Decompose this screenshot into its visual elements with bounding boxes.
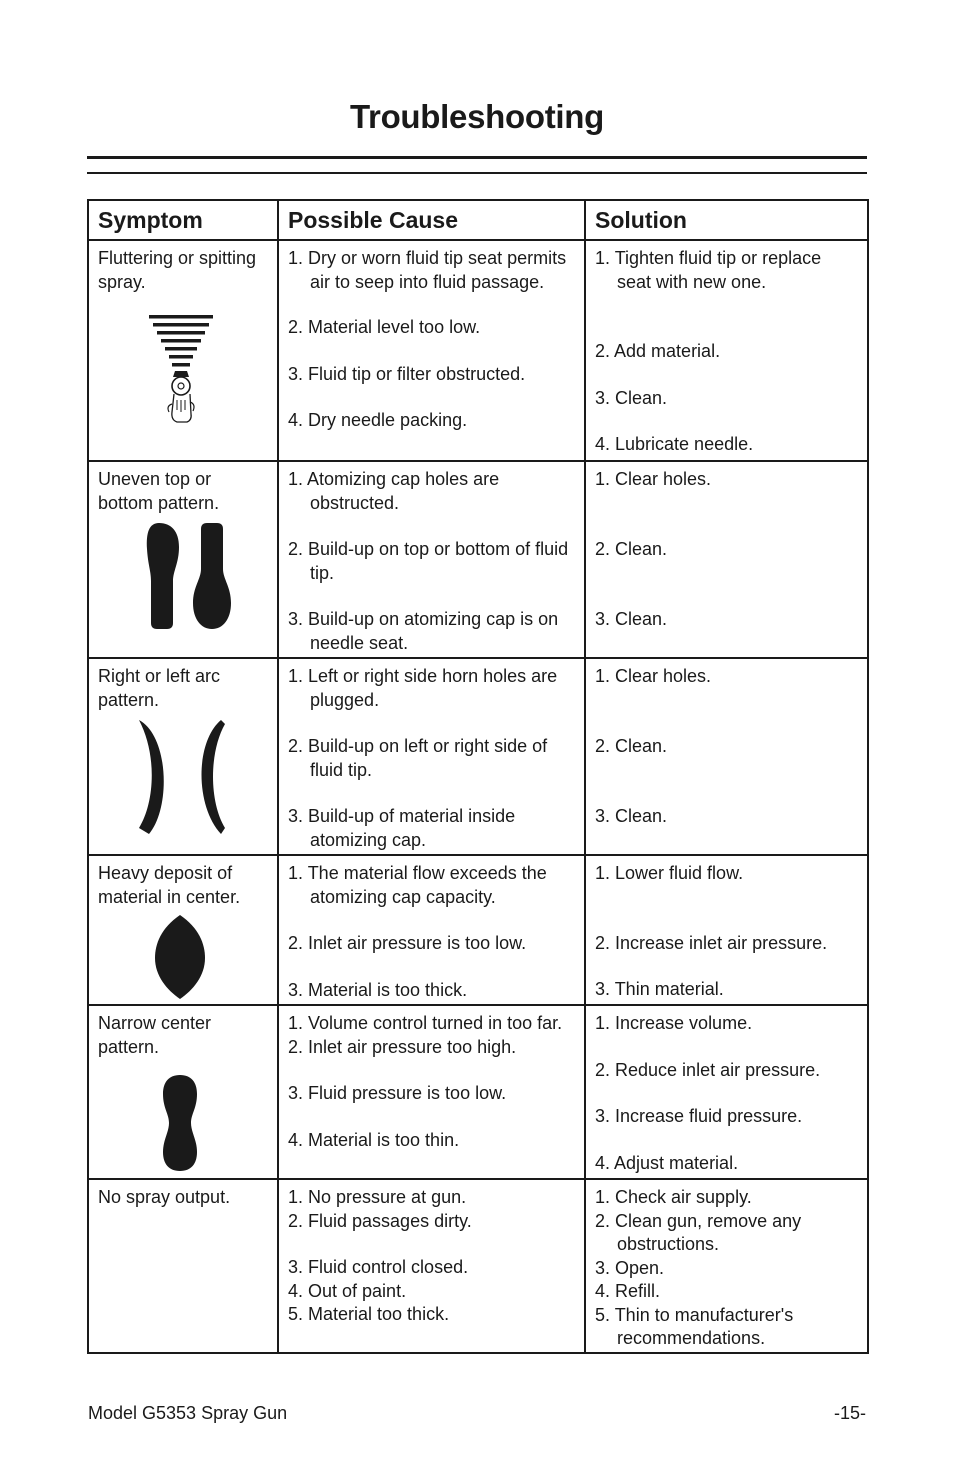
symptom-text: Narrow center pattern. — [98, 1013, 212, 1057]
solution-item: 1. Check air supply. — [595, 1187, 752, 1207]
solution-item: 3. Increase fluid pressure. — [595, 1106, 803, 1126]
symptom-text: Heavy deposit of material in center. — [98, 863, 241, 907]
narrow-center-pattern-icon — [161, 1074, 199, 1172]
solution-item: 1. Clear holes. — [595, 469, 712, 489]
solution-item: 1. Lower fluid flow. — [595, 863, 744, 883]
solution-item: 5. Thin to manufacturer's recommendations. — [595, 1304, 794, 1348]
solution-item: 3. Clean. — [595, 609, 668, 629]
cause-item: 3. Build-up on atomizing cap is on needle seat. — [288, 609, 559, 653]
cause-item: 3. Fluid control closed. — [288, 1257, 469, 1277]
arc-pattern-icon — [137, 718, 227, 836]
cause-item: 3. Material is too thick. — [288, 979, 468, 1000]
symptom-text: Right or left arc pattern. — [98, 666, 221, 710]
solution-item: 4. Adjust material. — [595, 1152, 739, 1173]
solution-item: 2. Increase inlet air pressure. — [595, 932, 828, 953]
header-solution: Solution — [585, 200, 868, 240]
solution-item: 3. Thin material. — [595, 979, 724, 999]
cause-item: 1. Volume control turned in too far. — [288, 1013, 563, 1033]
heavy-center-pattern-icon — [153, 914, 207, 1000]
symptom-cell — [88, 240, 278, 461]
solution-item: 2. Clean. — [595, 538, 668, 559]
symptom-cell — [88, 461, 278, 658]
troubleshooting-table — [87, 199, 869, 1354]
cause-item: 3. Fluid tip or filter obstructed. — [288, 363, 526, 384]
cause-item: 1. Left or right side horn holes are plugged. — [288, 666, 558, 710]
solution-item: 3. Clean. — [595, 806, 668, 826]
symptom-cell — [88, 1005, 278, 1179]
cause-item: 3. Fluid pressure is too low. — [288, 1083, 507, 1103]
cause-item: 2. Inlet air pressure too high. — [288, 1036, 517, 1057]
cause-item: 4. Material is too thin. — [288, 1129, 460, 1150]
fluttering-spray-icon — [147, 314, 217, 426]
cause-item: 1. The material flow exceeds the atomizing cap capacity. — [288, 863, 547, 907]
symptom-cell — [88, 1179, 278, 1353]
solution-item: 4. Refill. — [595, 1281, 661, 1301]
title-rule-thick — [87, 156, 867, 159]
cause-item: 2. Material level too low. — [288, 317, 481, 337]
cause-cell — [278, 855, 585, 1005]
table-row — [88, 1005, 868, 1179]
cause-item: 5. Material too thick. — [288, 1304, 450, 1324]
table-header-row — [88, 200, 868, 240]
cause-item: 4. Dry needle packing. — [288, 410, 468, 430]
cause-item: 1. No pressure at gun. — [288, 1187, 467, 1207]
solution-cell — [585, 240, 868, 461]
table-row — [88, 658, 868, 855]
cause-item: 1. Dry or worn fluid tip seat permits air to seep into fluid passage. — [288, 248, 567, 292]
solution-item: 1. Clear holes. — [595, 666, 712, 686]
table-row — [88, 855, 868, 1005]
cause-item: 2. Build-up on left or right side of fluid tip. — [288, 736, 548, 780]
solution-item: 2. Reduce inlet air pressure. — [595, 1059, 821, 1080]
header-possible-cause: Possible Cause — [278, 200, 585, 240]
cause-cell — [278, 1005, 585, 1179]
symptom-text: Fluttering or spitting spray. — [98, 248, 257, 292]
title-rule-thin — [87, 172, 867, 174]
cause-item: 2. Fluid passages dirty. — [288, 1210, 472, 1231]
cause-item: 2. Inlet air pressure is too low. — [288, 933, 527, 953]
solution-item: 2. Clean gun, remove any obstructions. — [595, 1210, 802, 1254]
cause-item: 4. Out of paint. — [288, 1280, 407, 1301]
solution-item: 2. Clean. — [595, 735, 668, 756]
uneven-pattern-icon — [143, 521, 235, 629]
solution-item: 4. Lubricate needle. — [595, 434, 754, 454]
solution-item: 3. Open. — [595, 1257, 665, 1278]
solution-item: 1. Tighten fluid tip or replace seat with new one. — [595, 248, 822, 292]
symptom-text: Uneven top or bottom pattern. — [98, 469, 220, 513]
cause-cell — [278, 461, 585, 658]
cause-cell — [278, 1179, 585, 1353]
solution-cell — [585, 658, 868, 855]
solution-cell — [585, 461, 868, 658]
solution-cell — [585, 855, 868, 1005]
solution-item: 3. Clean. — [595, 387, 668, 408]
symptom-text: No spray output. — [98, 1187, 231, 1207]
footer-model-name: Model G5353 Spray Gun — [88, 1403, 288, 1423]
cause-cell — [278, 240, 585, 461]
footer-page-number: -15- — [833, 1403, 866, 1423]
solution-item: 1. Increase volume. — [595, 1013, 753, 1033]
symptom-cell — [88, 658, 278, 855]
table-row — [88, 1179, 868, 1353]
solution-cell — [585, 1005, 868, 1179]
table-row — [88, 461, 868, 658]
solution-cell — [585, 1179, 868, 1353]
header-symptom: Symptom — [88, 200, 278, 240]
cause-item: 1. Atomizing cap holes are obstructed. — [288, 469, 500, 513]
cause-cell — [278, 658, 585, 855]
cause-item: 3. Build-up of material inside atomizing cap. — [288, 806, 516, 850]
table-row — [88, 240, 868, 461]
page-title: Troubleshooting — [350, 98, 604, 135]
solution-item: 2. Add material. — [595, 341, 721, 361]
symptom-cell — [88, 855, 278, 1005]
cause-item: 2. Build-up on top or bottom of fluid tip. — [288, 539, 569, 583]
